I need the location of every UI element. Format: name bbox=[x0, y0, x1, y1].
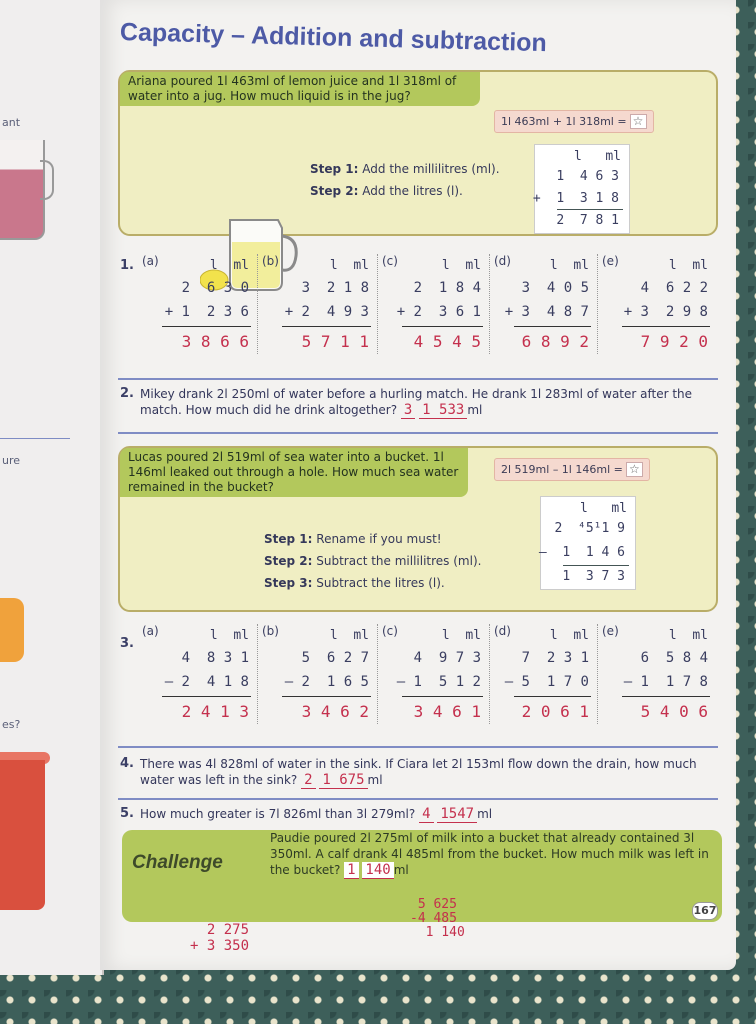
example2-step3: Step 3: Subtract the litres (l). bbox=[264, 576, 445, 590]
calc-row2: – 1 1 4 6 bbox=[538, 545, 625, 560]
example2-calculation bbox=[540, 496, 636, 590]
q5-answer-l: 4 bbox=[419, 806, 433, 823]
example-box-subtraction bbox=[118, 446, 718, 612]
calc-row2: + 1 3 1 8 bbox=[532, 191, 619, 206]
q1-column-e: (e) l ml 4 6 2 2 + 3 2 9 8 7 9 2 0 bbox=[602, 254, 708, 351]
divider bbox=[118, 746, 718, 748]
example1-formula bbox=[494, 110, 654, 133]
left-page-edge bbox=[0, 0, 104, 975]
challenge-text: Paudie poured 2l 275ml of milk into a bucket that already contained 3l 350ml. A calf drank 4l 485ml from the bucket. How much milk was left in the bucket? 1 140 ml bbox=[270, 831, 709, 878]
q5-text: How much greater is 7l 826ml than 3l 279ml? 4 1547 ml bbox=[140, 806, 493, 822]
example2-question: Lucas poured 2l 519ml of sea water into a bucket. 1l 146ml leaked out through a hole. How much sea water remained in the bucket? bbox=[120, 448, 468, 497]
divider bbox=[118, 798, 718, 800]
calc-row1: 1 4 6 3 bbox=[556, 169, 619, 184]
example2-steps bbox=[264, 528, 481, 594]
q1-column-a: (a) l ml 2 6 3 0 + 1 2 3 6 3 8 6 6 bbox=[140, 254, 258, 354]
page-title: Capacity – Addition and subtraction bbox=[119, 18, 548, 58]
calc-rule bbox=[557, 209, 623, 210]
calc-units: l ml bbox=[580, 501, 627, 516]
calc-rule bbox=[563, 565, 629, 566]
q1a-answer: 3 8 6 6 bbox=[181, 332, 249, 351]
q1e-answer: 7 9 2 0 bbox=[640, 332, 708, 351]
calc-result: 2 7 8 1 bbox=[556, 213, 619, 228]
q3b-answer: 3 4 6 2 bbox=[301, 702, 369, 721]
q1c-answer: 4 5 4 5 bbox=[413, 332, 481, 351]
q3-column-e: (e) l ml 6 5 8 4 – 1 1 7 8 5 4 0 6 bbox=[602, 624, 708, 721]
left-page-snippet-bottom: es? bbox=[2, 718, 21, 731]
jug-handle-fragment bbox=[40, 160, 54, 200]
left-page-snippet-top: ant bbox=[2, 116, 21, 129]
calc-units: l ml bbox=[574, 149, 621, 164]
q4-answer-ml: 1 675 bbox=[319, 772, 367, 789]
q3c-answer: 3 4 6 1 bbox=[413, 702, 481, 721]
q3-column-b: (b) l ml 5 6 2 7 – 2 1 6 5 3 4 6 2 bbox=[260, 624, 378, 724]
example-box-addition bbox=[118, 70, 718, 236]
q2-answer-l: 3 bbox=[401, 402, 415, 419]
q3-column-c: (c) l ml 4 9 7 3 – 1 5 1 2 3 4 6 1 bbox=[380, 624, 490, 724]
example1-step1: Step 1: Add the millilitres (ml). bbox=[310, 162, 500, 176]
workbook-page bbox=[100, 0, 736, 970]
q1-number: 1. bbox=[120, 258, 134, 273]
example1-steps bbox=[310, 158, 500, 202]
q2-text: Mikey drank 2l 250ml of water before a hurling match. He drank 1l 283ml of water after the match. How much did he drink altogether? 3 1 533 ml bbox=[140, 387, 693, 418]
q5-answer-ml: 1547 bbox=[437, 806, 477, 823]
page-number: 167 bbox=[692, 902, 718, 920]
q1b-answer: 5 7 1 1 bbox=[301, 332, 369, 351]
star-answer-box: ☆ bbox=[626, 462, 643, 477]
handwritten-working-left: 2 275 + 3 350 bbox=[190, 922, 250, 954]
q5-number: 5. bbox=[120, 806, 134, 821]
example2-step1: Step 1: Rename if you must! bbox=[264, 532, 442, 546]
bucket-illustration-fragment bbox=[0, 760, 45, 910]
q3e-answer: 5 4 0 6 bbox=[640, 702, 708, 721]
left-page-snippet-mid: ure bbox=[2, 454, 21, 467]
q1-column-d: (d) l ml 3 4 0 5 + 3 4 8 7 6 8 9 2 bbox=[492, 254, 598, 354]
jug-illustration-fragment bbox=[0, 140, 45, 240]
challenge-tag: Challenge bbox=[132, 852, 223, 873]
divider bbox=[118, 432, 718, 434]
q1-column-c: (c) l ml 2 1 8 4 + 2 3 6 1 4 5 4 5 bbox=[380, 254, 490, 354]
divider bbox=[118, 378, 718, 380]
q4-number: 4. bbox=[120, 756, 134, 771]
calc-result: 1 3 7 3 bbox=[562, 569, 625, 584]
challenge-answer-ml: 140 bbox=[362, 862, 393, 879]
challenge-answer-l: 1 bbox=[344, 862, 358, 879]
orange-block-fragment bbox=[0, 598, 24, 662]
calc-row1: 2 ⁴5¹1 9 bbox=[554, 521, 625, 536]
q4-answer-l: 2 bbox=[301, 772, 315, 789]
example1-step2: Step 2: Add the litres (l). bbox=[310, 184, 463, 198]
q3a-answer: 2 4 1 3 bbox=[181, 702, 249, 721]
example1-question: Ariana poured 1l 463ml of lemon juice and 1l 318ml of water into a jug. How much liquid is in the jug? bbox=[120, 72, 480, 106]
example1-formula-text: 1l 463ml + 1l 318ml = bbox=[501, 115, 627, 128]
q1-column-b: (b) l ml 3 2 1 8 + 2 4 9 3 5 7 1 1 bbox=[260, 254, 378, 354]
handwritten-working-right: 5 625 -4 485 1 140 bbox=[410, 897, 465, 940]
q3-column-d: (d) l ml 7 2 3 1 – 5 1 7 0 2 0 6 1 bbox=[492, 624, 598, 724]
q3-number: 3. bbox=[120, 636, 134, 651]
q3d-answer: 2 0 6 1 bbox=[521, 702, 589, 721]
q4-text: There was 4l 828ml of water in the sink. If Ciara let 2l 153ml flow down the drain, how much water was left in the sink? 2 1 675 ml bbox=[140, 757, 697, 788]
left-page-rule bbox=[0, 438, 70, 439]
example1-calculation bbox=[534, 144, 630, 234]
example2-step2: Step 2: Subtract the millilitres (ml). bbox=[264, 554, 482, 568]
q2-number: 2. bbox=[120, 386, 134, 401]
q2-answer-ml: 1 533 bbox=[419, 402, 467, 419]
q1d-answer: 6 8 9 2 bbox=[521, 332, 589, 351]
q3-column-a: (a) l ml 4 8 3 1 – 2 4 1 8 2 4 1 3 bbox=[140, 624, 258, 724]
example2-formula bbox=[494, 458, 650, 481]
star-answer-box: ☆ bbox=[630, 114, 647, 129]
example2-formula-text: 2l 519ml – 1l 146ml = bbox=[501, 463, 623, 476]
